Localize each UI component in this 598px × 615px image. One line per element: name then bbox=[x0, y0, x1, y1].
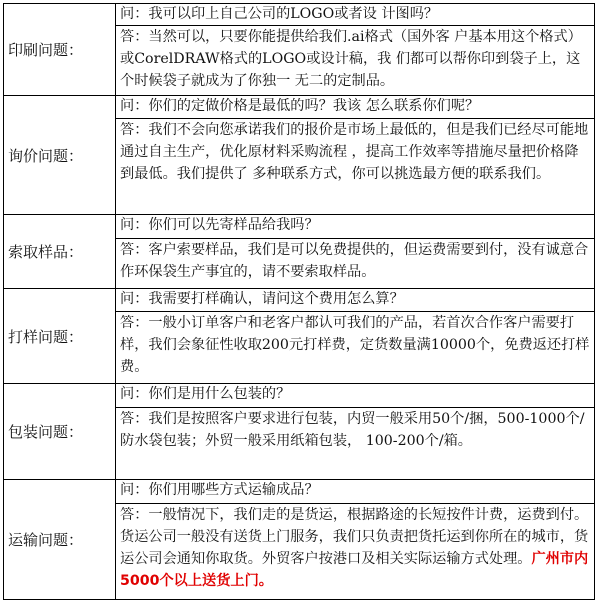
delivery-highlight: 广州市内5000个以上送货上门。 bbox=[120, 551, 589, 589]
faq-category: 打样问题： bbox=[4, 289, 116, 384]
faq-category: 询价问题： bbox=[4, 96, 116, 215]
faq-answer: 答：我们是按照客户要求进行包装，内贸一般采用50个/捆，500-1000个/防水袋包装；外贸一般采用纸箱包装， 100-200个/箱。 bbox=[116, 408, 595, 480]
faq-question-row bbox=[4, 4, 595, 26]
faq-question-row bbox=[4, 289, 595, 312]
faq-category: 运输问题： bbox=[4, 480, 116, 600]
faq-question: 问：你们可以先寄样品给我吗？ bbox=[116, 215, 595, 239]
faq-answer: 答：一般小订单客户和老客户都认可我们的产品，若首次合作客户需要打样，我们会象征性收取200元打样费，定货数量满10000个，免费返还打样费。 bbox=[116, 312, 595, 384]
faq-question-row bbox=[4, 480, 595, 504]
faq-category: 印刷问题： bbox=[4, 4, 116, 96]
faq-table bbox=[3, 3, 595, 600]
faq-question-row bbox=[4, 384, 595, 408]
faq-question: 问：我可以印上自己公司的LOGO或者设 计图吗？ bbox=[116, 4, 595, 26]
faq-question: 问：你们的定做价格是最低的吗？我该 怎么联系你们呢？ bbox=[116, 96, 595, 119]
faq-question-row bbox=[4, 96, 595, 119]
faq-question: 问：我需要打样确认，请问这个费用怎么算？ bbox=[116, 289, 595, 312]
faq-answer: 答：当然可以，只要你能提供给我们.ai格式（国外客 户基本用这个格式）或CorelDRAW格式的LOGO或设计稿，我 们都可以帮你印到袋子上，这个时候袋子就成为了你独一 无二的定制品。 bbox=[116, 26, 595, 96]
faq-answer: 答：客户索要样品，我们是可以免费提供的，但运费需要到付，没有诚意合作环保袋生产事宜的，请不要索取样品。 bbox=[116, 239, 595, 289]
faq-category: 索取样品： bbox=[4, 215, 116, 289]
faq-answer-text: 答：一般情况下，我们走的是货运，根据路途的长短按件计费，运费到付。货运公司一般没有送货上门服务，我们只负责把货托运到你所在的城市，货运公司会通知你取货。外贸客户按港口及相关实际运输方式处理。 bbox=[120, 507, 589, 567]
faq-question: 问：你们用哪些方式运输成品？ bbox=[116, 480, 595, 504]
faq-question: 问：你们是用什么包装的？ bbox=[116, 384, 595, 408]
faq-category: 包装问题： bbox=[4, 384, 116, 480]
faq-question-row bbox=[4, 215, 595, 239]
faq-answer: 答：我们不会向您承诺我们的报价是市场上最低的，但是我们已经尽可能地通过自主生产，优化原材料采购流程 ，提高工作效率等措施尽量把价格降到最低。我们提供了 多种联系方式，你可以挑选最方便的联系我们。 bbox=[116, 119, 595, 215]
faq-answer bbox=[116, 504, 595, 600]
